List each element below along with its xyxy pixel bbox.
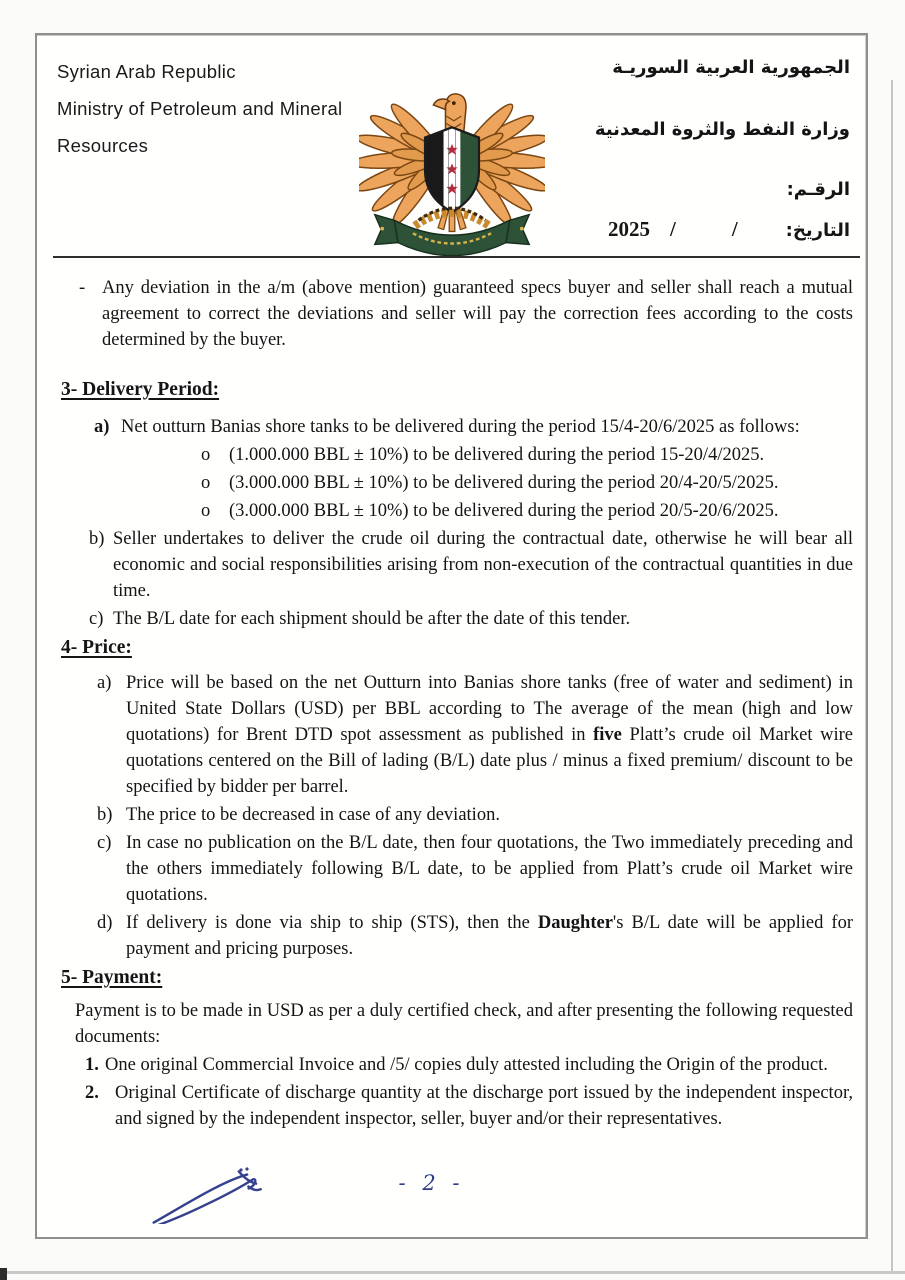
delivery-bullet-2-text: (3.000.000 BBL ± 10%) to be delivered during the period 20/4-20/5/2025. <box>229 473 779 493</box>
delivery-item-b-text: Seller undertakes to deliver the crude oil during the contractual date, otherwise he will bear all economic and social responsibilities arising from non-execution of the contractual quantities in due time. <box>113 529 853 601</box>
delivery-item-a-text: Net outturn Banias shore tanks to be delivered during the period 15/4-20/6/2025 as follows: <box>121 417 800 437</box>
syrian-eagle-emblem <box>359 83 545 264</box>
price-item-c <box>61 830 853 908</box>
letterhead <box>37 35 866 257</box>
circle-bullet: o <box>201 445 211 465</box>
delivery-bullet-1-text: (1.000.000 BBL ± 10%) to be delivered during the period 15-20/4/2025. <box>229 445 765 465</box>
list-marker: a) <box>97 673 112 693</box>
list-marker: d) <box>97 913 113 933</box>
delivery-item-a <box>61 414 853 440</box>
price-item-d <box>61 910 853 962</box>
delivery-bullet-2 <box>61 470 853 496</box>
scan-corner-artifact <box>0 1268 7 1280</box>
delivery-item-c <box>61 606 853 632</box>
payment-intro <box>61 998 853 1050</box>
section-payment-heading: 5- Payment: <box>61 967 163 988</box>
delivery-bullet-1 <box>61 442 853 468</box>
price-a-before: Price will be based on the net Outturn into Banias shore tanks (free of water and sediment) in United State Dollars (USD) per BBL according to The average of the mean (high and low quotations) for Brent DTD spot assessment as published in <box>126 673 853 745</box>
date-slash: / <box>731 217 738 241</box>
price-item-a-text <box>126 670 853 800</box>
price-a-after: Platt’s crude oil Market wire quotations centered on the Bill of lading (B/L) date plus / minus a fixed premium/ discount to be specified by bidder per barrel. <box>126 725 853 797</box>
document-page <box>35 33 868 1239</box>
section-delivery-heading: 3- Delivery Period: <box>61 379 220 400</box>
price-item-c-text: In case no publication on the B/L date, then four quotations, the Two immediately preceding and the others immediately following B/L date, to be applied from Platt’s crude oil Market wire quotations. <box>126 833 853 905</box>
payment-intro-text: Payment is to be made in USD as per a duly certified check, and after presenting the following requested documents: <box>75 1001 853 1047</box>
intro-paragraph <box>61 275 853 353</box>
date-field-label: التاريخ: <box>785 220 850 241</box>
signature-scribble <box>145 1164 285 1229</box>
delivery-bullet-3 <box>61 498 853 524</box>
list-marker: 2. <box>85 1083 99 1103</box>
country-name-arabic: الجمهورية العربية السوريـة <box>612 57 850 78</box>
list-marker: a) <box>94 417 110 437</box>
list-marker: c) <box>97 833 112 853</box>
org-line-3: Resources <box>57 135 149 156</box>
section-price-heading: 4- Price: <box>61 637 132 658</box>
price-d-before: If delivery is done via ship to ship (STS), then the <box>126 913 538 933</box>
delivery-bullet-3-text: (3.000.000 BBL ± 10%) to be delivered during the period 20/5-20/6/2025. <box>229 501 779 521</box>
payment-item-1 <box>61 1052 853 1078</box>
payment-item-2 <box>61 1080 853 1132</box>
eagle-icon <box>359 83 545 259</box>
price-item-a <box>61 670 853 800</box>
payment-item-2-text: Original Certificate of discharge quantity at the discharge port issued by the independent inspector, and signed by the independent inspector, seller, buyer and/or their representatives. <box>115 1083 853 1129</box>
list-marker: c) <box>89 609 104 629</box>
intro-text: Any deviation in the a/m (above mention) guaranteed specs buyer and seller shall reach a mutual agreement to correct the deviations and seller will pay the correction fees according to the costs determined by the buyer. <box>102 278 853 350</box>
price-item-d-text <box>126 910 853 962</box>
price-d-bold: Daughter <box>537 913 613 933</box>
price-a-bold: five <box>593 725 622 745</box>
org-line-1: Syrian Arab Republic <box>57 61 236 82</box>
scan-edge-artifact <box>891 80 893 1272</box>
delivery-item-c-text: The B/L date for each shipment should be after the date of this tender. <box>113 609 631 629</box>
price-item-b-text: The price to be decreased in case of any deviation. <box>126 805 500 825</box>
date-slash: / <box>669 217 676 241</box>
date-field <box>608 217 850 242</box>
list-marker: 1. <box>85 1055 99 1075</box>
price-item-b <box>61 802 853 828</box>
ministry-name-arabic: وزارة النفط والثروة المعدنية <box>594 119 850 140</box>
circle-bullet: o <box>201 501 211 521</box>
scan-bottom-artifact <box>0 1271 905 1274</box>
org-name-english <box>57 61 342 172</box>
list-marker: b) <box>97 805 113 825</box>
document-body <box>39 257 866 1134</box>
org-line-2: Ministry of Petroleum and Mineral <box>57 98 343 119</box>
date-year: 2025 <box>607 217 650 241</box>
price-d-after: 's B/L date will be applied for payment and pricing purposes. <box>126 913 854 959</box>
payment-item-1-text: One original Commercial Invoice and /5/ copies duly attested including the Origin of the product. <box>105 1055 828 1075</box>
delivery-sub-bullets <box>61 442 853 524</box>
page-number: - 2 - <box>398 1171 465 1195</box>
handwritten-initials-icon <box>145 1164 285 1224</box>
delivery-item-b <box>61 526 853 604</box>
number-field-label: الرقـم: <box>786 179 850 200</box>
dash-bullet: - <box>79 278 86 298</box>
list-marker: b) <box>89 529 105 549</box>
eagle-shield <box>425 125 479 214</box>
circle-bullet: o <box>201 473 211 493</box>
